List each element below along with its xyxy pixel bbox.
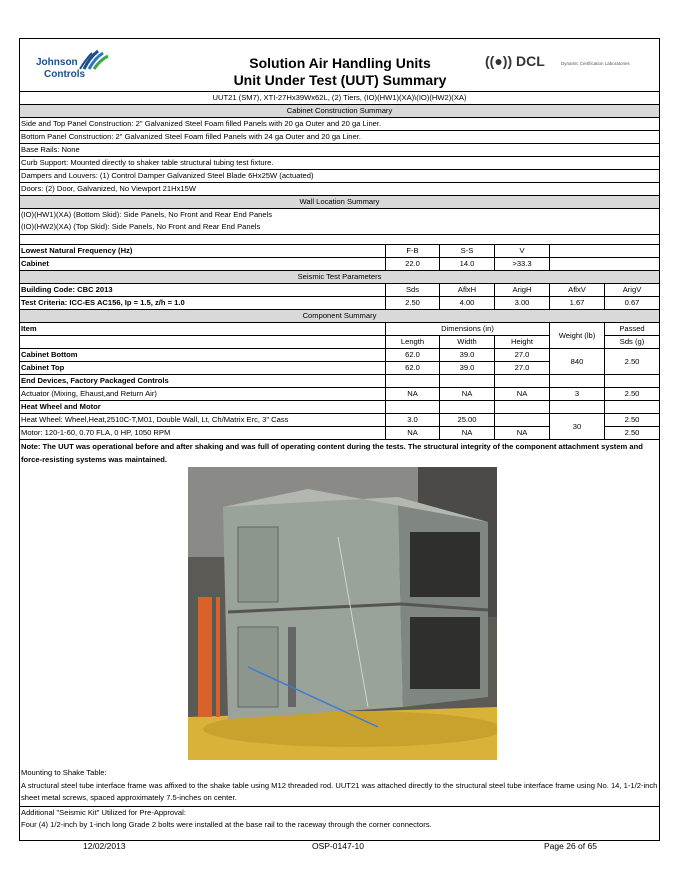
empty-cell [549, 375, 604, 387]
component-width: 39.0 [439, 362, 494, 374]
component-sds: 2.50 [604, 414, 659, 426]
table-row [20, 387, 659, 400]
building-code: Building Code: CBC 2013 [21, 285, 113, 294]
test-note: Note: The UUT was operational before and after shaking and was full of operating content during the tests. The structural integrity of the component attachment system and force-resisting systems was maintained. [20, 439, 659, 466]
johnson-controls-logo [32, 47, 122, 83]
frequency-header: F-B [385, 245, 439, 257]
section-heading: End Devices, Factory Packaged Controls [21, 376, 169, 385]
component-name: Actuator (Mixing, Ehaust,and Return Air) [21, 389, 157, 398]
component-length: 3.0 [385, 414, 439, 426]
component-weight: 3 [549, 388, 604, 400]
construction-line: Doors: (2) Door, Galvanized, No Viewport 21Hx15W [20, 182, 659, 195]
dim-header: Length [385, 336, 439, 348]
seismic-header: ArigV [604, 284, 659, 296]
component-name: Cabinet Bottom [21, 350, 78, 359]
frequency-value-row [20, 257, 659, 270]
frequency-value: >33.3 [494, 258, 549, 270]
dimensions-label: Dimensions (in) [385, 323, 549, 335]
component-length: 62.0 [385, 349, 439, 361]
seismic-value: 2.50 [385, 297, 439, 309]
frequency-header-row [20, 244, 659, 257]
component-width: NA [439, 427, 494, 439]
cabinet-weight: 840 [549, 349, 604, 375]
empty-cell [604, 401, 659, 413]
seismic-header-row [20, 283, 659, 296]
empty-cell [439, 401, 494, 413]
seismic-header: ArigH [494, 284, 549, 296]
frequency-value: 22.0 [385, 258, 439, 270]
seismic-header: AflxV [549, 284, 604, 296]
empty-cell [604, 375, 659, 387]
dcl-logo-mark: ((●)) DCL [485, 53, 545, 69]
component-height: NA [494, 427, 549, 439]
table-row [20, 348, 659, 366]
unit-photo [188, 467, 497, 760]
seismic-value: 0.67 [604, 297, 659, 309]
empty-cell [494, 375, 549, 387]
components-header-row [20, 322, 659, 340]
footer-page-number: Page 26 of 65 [544, 841, 597, 851]
component-length: NA [385, 388, 439, 400]
mounting-heading: Mounting to Shake Table: [21, 768, 107, 777]
frequency-header: S-S [439, 245, 494, 257]
empty-cell [385, 375, 439, 387]
construction-line: Side and Top Panel Construction: 2" Galvanized Steel Foam filled Panels with 20 ga Outer and 20 ga Liner. [20, 117, 659, 130]
wall-line: (IO)(HW2)(XA) (Top Skid): Side Panels, No Front and Rear End Panels [21, 222, 261, 231]
dcl-logo-name: Dynamic Certification Laboratories [561, 61, 630, 66]
empty-cell [494, 401, 549, 413]
empty-cell [549, 258, 659, 270]
seismic-value: 1.67 [549, 297, 604, 309]
seismic-heading: Seismic Test Parameters [20, 270, 659, 283]
air-handling-unit-photo-icon [188, 467, 497, 760]
empty-cell [385, 401, 439, 413]
frequency-header: V [494, 245, 549, 257]
seismic-kit-text: Four (4) 1/2-inch by 1-inch long Grade 2 bolts were installed at the base rail to the raceway through the corner connectors. [21, 820, 432, 829]
construction-line: Dampers and Louvers: (1) Control Damper Galvanized Steel Blade 6Hx25W (actuated) [20, 169, 659, 182]
empty-cell [549, 401, 604, 413]
seismic-header: Sds [385, 284, 439, 296]
component-width: 25.00 [439, 414, 494, 426]
test-criteria: Test Criteria: ICC-ES AC156, Ip = 1.5, z/h = 1.0 [21, 298, 185, 307]
document-title: Solution Air Handling Units [249, 55, 431, 71]
seismic-value-row [20, 296, 659, 309]
frequency-label: Lowest Natural Frequency (Hz) [21, 246, 133, 255]
passed-label: Passed [604, 323, 659, 335]
component-name: Motor: 120-1-60, 0.70 FLA, 0 HP, 1050 RPM [21, 428, 171, 437]
empty-cell [439, 375, 494, 387]
frequency-value: 14.0 [439, 258, 494, 270]
component-height: NA [494, 388, 549, 400]
component-width: NA [439, 388, 494, 400]
construction-heading: Cabinet Construction Summary [20, 104, 659, 117]
component-length: NA [385, 427, 439, 439]
document-subtitle: Unit Under Test (UUT) Summary [233, 72, 447, 88]
heat-wheel-weight: 30 [549, 414, 604, 440]
footer-date: 12/02/2013 [83, 841, 126, 851]
logo-text-johnson: Johnson [36, 57, 78, 68]
seismic-header: AflxH [439, 284, 494, 296]
component-sds: 2.50 [604, 427, 659, 439]
component-length: 62.0 [385, 362, 439, 374]
dcl-logo [485, 53, 655, 73]
mounting-text: A structural steel tube interface frame was affixed to the shake table using M12 threaded rod. UUT21 was attached directly to the structural steel tube interface frame using No. 14, 1-1/2-inch sheet metal screws, spaced approximately 7.5-inches on center. [21, 781, 658, 802]
seismic-value: 3.00 [494, 297, 549, 309]
seismic-value: 4.00 [439, 297, 494, 309]
construction-line: Curb Support: Mounted directly to shaker table structural tubing test fixture. [20, 156, 659, 169]
empty-cell [549, 245, 659, 257]
section-heading: Heat Wheel and Motor [21, 402, 101, 411]
component-height: 27.0 [494, 362, 549, 374]
table-row [20, 413, 659, 431]
dim-header: Height [494, 336, 549, 348]
table-row [20, 374, 659, 387]
component-name: Cabinet Top [21, 363, 65, 372]
frequency-row-label: Cabinet [21, 259, 49, 268]
construction-line: Base Rails: None [20, 143, 659, 156]
item-label: Item [21, 324, 37, 333]
logo-text-controls: Controls [44, 69, 86, 80]
component-height: 27.0 [494, 349, 549, 361]
component-name: Heat Wheel: Wheel,Heat,2510C-T,M01, Double Wall, Lt, Ch/Matrix Erc, 3" Cass [21, 415, 289, 424]
spacer-row [20, 234, 659, 244]
seismic-kit-heading: Additional "Seismic Kit" Utilized for Pre-Approval: [20, 806, 660, 819]
document-header [20, 39, 659, 91]
component-width: 39.0 [439, 349, 494, 361]
construction-line: Bottom Panel Construction: 2" Galvanized Steel Foam filled Panels with 24 ga Outer and 20 ga Liner. [20, 130, 659, 143]
cabinet-sds: 2.50 [604, 349, 659, 375]
dim-header: Width [439, 336, 494, 348]
unit-line: UUT21 (SM7), XTI-27Hx39Wx62L, (2) Tiers, (IO)(HW1)(XA)\(IO)(HW2)(XA) [20, 91, 659, 104]
components-heading: Component Summary [20, 309, 659, 322]
wall-heading: Wall Location Summary [20, 195, 659, 208]
footer-document-number: OSP-0147-10 [312, 841, 364, 851]
wall-line: (IO)(HW1)(XA) (Bottom Skid): Side Panels, No Front and Rear End Panels [20, 208, 659, 221]
component-sds: 2.50 [604, 388, 659, 400]
weight-label: Weight (lb) [549, 323, 604, 349]
table-row [20, 400, 659, 413]
sds-label: Sds (g) [604, 336, 659, 348]
component-height [494, 414, 549, 426]
document-frame [19, 38, 660, 841]
